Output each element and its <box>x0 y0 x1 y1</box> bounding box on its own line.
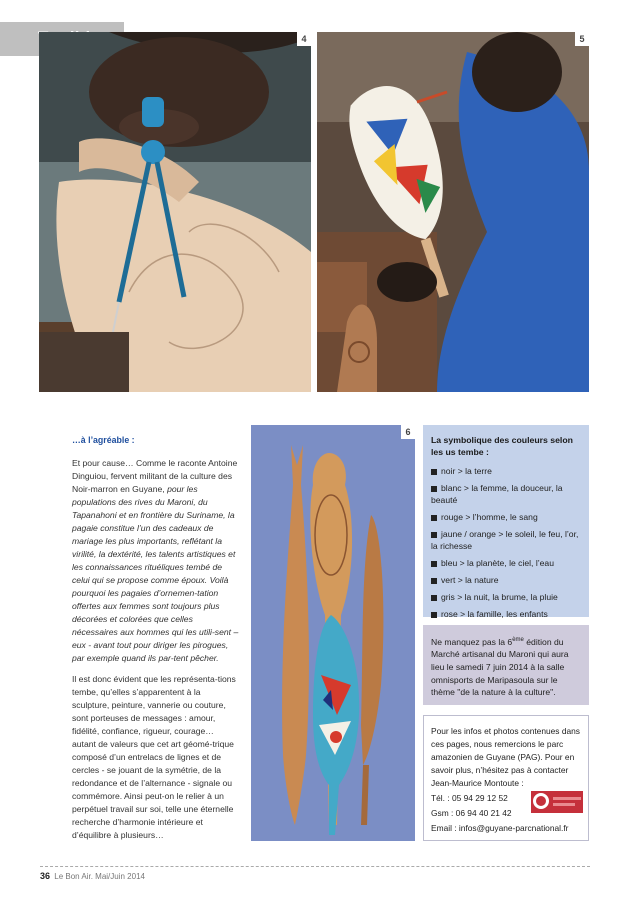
square-bullet-icon <box>431 469 437 475</box>
page-number: 36 <box>40 871 51 881</box>
article-column <box>72 434 240 850</box>
square-bullet-icon <box>431 532 437 538</box>
photo-painter-image <box>317 32 589 392</box>
photo-paddles-image <box>251 425 415 841</box>
symbolism-item: bleu > la planète, le ciel, l’eau <box>431 557 581 569</box>
square-bullet-icon <box>431 578 437 584</box>
article-paragraph-1-intro: Et pour cause… Comme le raconte Antoine Dinguiou, fervent militant de la culture des Noir-marron en Guyane, <box>72 458 238 494</box>
logo-mark <box>553 797 581 800</box>
symbolism-item: rose > la famille, les enfants <box>431 608 581 620</box>
symbolism-item: blanc > la femme, la douceur, la beauté <box>431 483 563 505</box>
square-bullet-icon <box>431 515 437 521</box>
article-paragraph-1 <box>72 457 240 665</box>
contact-intro: Pour les infos et photos contenues dans ces pages, nous remercions le parc amazonien de Guyane (PAG). Pour en savoir plus, n’hésitez pas à contacter Jean-Maurice Montoute : <box>431 726 580 788</box>
symbolism-item: rouge > l’homme, le sang <box>431 511 581 523</box>
photo-number-4: 4 <box>297 32 311 46</box>
square-bullet-icon <box>431 595 437 601</box>
symbolism-list <box>431 465 581 620</box>
photo-painter <box>317 32 589 392</box>
article-paragraph-2: Il est donc évident que les représenta-tions tembe, qu’elles s’apparentent à la sculpture, peinture, vannerie ou couture, sont porteuses de messages : amour, fidélité, confiance, rigueur, courage… autant de valeurs que cet art géomé-trique composé d’un entrelacs de lignes et de cercles - se jouant de la symétrie, de la redondance et de l’alternance - signale ou commémore. Ainsi peut-on le relier à un perpétuel travail sur soi, telle une éternelle recherche d’harmonie intérieure et d’équilibre à plusieurs… <box>72 674 236 840</box>
event-text-post: édition du Marché artisanal du Maroni qui aura lieu le samedi 7 juin 2014 à la salle omnisports de Maripasoula sur le thème "de la nature à la culture". <box>431 636 569 698</box>
contact-email[interactable]: Email : infos@guyane-parcnational.fr <box>431 823 569 833</box>
article-quote: pour les populations des rives du Maroni, du Tapanahoni et en frontière du Suriname, la pagaie constitue l’un des cadeaux de mariage les plus importants, reflétant la virilité, la dextérité, les talents artistiques et les connaissances rituéliques tembé de celui qui se propose comme époux. Voilà pourquoi les pagaies d’ornemen-tation offertes aux femmes sont toujours plus décorées et colorées que celles nécessaires aux hommes qui les utili-sent – eux - avant tout pour diriger les pirogues, par exemple quand ils par-tent pêcher. <box>72 484 239 663</box>
symbolism-title: La symbolique des couleurs selon les us tembe : <box>431 435 573 457</box>
symbolism-item: jaune / orange > le soleil, le feu, l’or, la richesse <box>431 529 579 551</box>
logo-mark <box>553 803 575 806</box>
photo-number-6: 6 <box>401 425 415 439</box>
footer-rule <box>40 866 590 867</box>
symbolism-item: noir > la terre <box>431 465 581 477</box>
contact-gsm: Gsm : 06 94 40 21 42 <box>431 808 512 818</box>
photo-paddles <box>251 425 415 841</box>
square-bullet-icon <box>431 486 437 492</box>
contact-box <box>423 715 589 841</box>
publication-info: Le Bon Air. Mai/Juin 2014 <box>54 872 145 881</box>
symbolism-box <box>423 425 589 617</box>
footer <box>40 871 145 881</box>
article-lead: …à l’agréable : <box>72 435 135 445</box>
photo-compass <box>39 32 311 392</box>
photo-number-5: 5 <box>575 32 589 46</box>
spiral-logo-icon <box>533 793 549 809</box>
symbolism-item: gris > la nuit, la brume, la pluie <box>431 591 581 603</box>
symbolism-item: vert > la nature <box>431 574 581 586</box>
event-text-pre: Ne manquez pas la 6 <box>431 636 513 647</box>
photo-compass-image <box>39 32 311 392</box>
contact-tel: Tél. : 05 94 29 12 52 <box>431 793 508 803</box>
event-text-sup: ème <box>512 637 524 643</box>
square-bullet-icon <box>431 561 437 567</box>
event-box <box>423 625 589 705</box>
square-bullet-icon <box>431 612 437 618</box>
